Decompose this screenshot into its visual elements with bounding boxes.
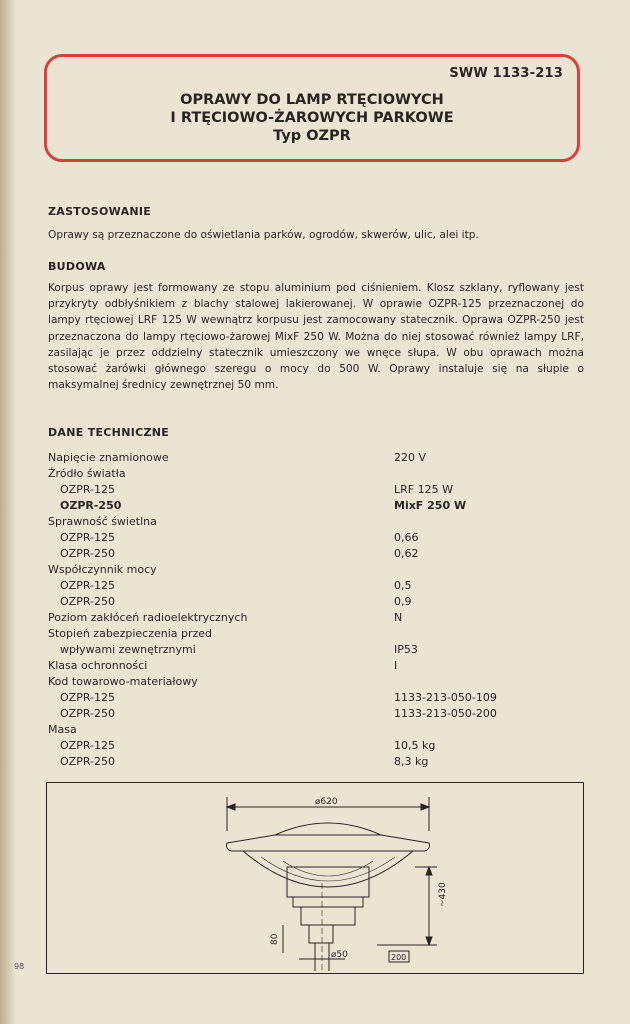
spec-label: OZPR-250: [60, 707, 115, 720]
spec-row: [48, 562, 588, 578]
spec-label: Współczynnik mocy: [48, 563, 157, 576]
spec-row: [48, 706, 588, 722]
dim-width-label: ⌀620: [315, 797, 338, 807]
spec-value: 220 V: [394, 451, 427, 464]
lamp-globe-outline: [243, 851, 413, 887]
dim-base-label: 80: [270, 933, 280, 945]
budowa-text: Korpus oprawy jest formowany ze stopu aluminium pod ciśnieniem. Klosz szklany, ryflowany jest przykryty odbłyśnikiem z blachy stalowej lakierowanej. W oprawie OZPR-125 przeznaczonej do lampy rtęciowej LRF 125 W wewnątrz korpusu jest zamocowany statecznik. Oprawa OZPR-250 jest przeznaczona do lampy rtęciowo-żarowej MixF 250 W. Można do niej stosować również lampy LRF, zasilając je przez oddzielny statecznik umieszczony we wnęce słupa. W obu oprawach można stosować żarówki głównego szeregu o mocy do 500 W. Oprawy instaluje się na słupie o maksymalnej średnicy zewnętrznej 50 mm.: [48, 282, 584, 392]
page-number: 98: [14, 962, 25, 971]
spec-label: OZPR-125: [60, 483, 115, 496]
arrow-down: [426, 937, 432, 945]
technical-drawing: [46, 782, 584, 974]
spec-label: Napięcie znamionowe: [48, 451, 169, 464]
lamp-globe-rib: [283, 861, 373, 876]
spec-label: OZPR-125: [60, 691, 115, 704]
spec-row: [48, 450, 588, 466]
arrow-up: [426, 867, 432, 875]
spec-value: N: [394, 611, 403, 624]
header-box: [44, 54, 580, 162]
spec-label: Masa: [48, 723, 77, 736]
spec-label: OZPR-125: [60, 739, 115, 752]
spec-label: OZPR-250: [60, 595, 115, 608]
lamp-body: [287, 867, 369, 897]
spec-row: [48, 514, 588, 530]
spec-value: 0,9: [394, 595, 412, 608]
spec-value: 0,62: [394, 547, 419, 560]
spec-label: OZPR-125: [60, 531, 115, 544]
spec-row: [48, 754, 588, 770]
spec-label: OZPR-250: [60, 499, 122, 512]
spec-label: Sprawność świetlna: [48, 515, 157, 528]
spec-label: OZPR-250: [60, 755, 115, 768]
spec-row: [48, 690, 588, 706]
zastosowanie-text: Oprawy są przeznaczone do oświetlania parków, ogrodów, skwerów, ulic, alei itp.: [48, 229, 479, 241]
section-heading-budowa: BUDOWA: [48, 260, 106, 273]
spec-row: [48, 610, 588, 626]
spec-row: [48, 674, 588, 690]
spec-row: [48, 578, 588, 594]
spec-value: 10,5 kg: [394, 739, 436, 752]
spec-row: [48, 498, 588, 514]
document-title: [47, 91, 577, 145]
spec-value: IP53: [394, 643, 418, 656]
spec-label: wpływami zewnętrznymi: [60, 643, 196, 656]
lamp-socket: [309, 925, 333, 943]
spec-label: Klasa ochronności: [48, 659, 148, 672]
spec-value: I: [394, 659, 398, 672]
spec-row: [48, 546, 588, 562]
arrow-left: [227, 804, 235, 810]
spec-label: OZPR-250: [60, 547, 115, 560]
spec-value: 1133-213-050-109: [394, 691, 497, 704]
spec-value: MixF 250 W: [394, 499, 467, 512]
dim-pole-label: ⌀50: [331, 950, 348, 960]
spec-label: OZPR-125: [60, 579, 115, 592]
lamp-collar: [293, 897, 363, 907]
standard-code: SWW 1133-213: [449, 66, 563, 81]
spec-row: [48, 466, 588, 482]
spec-row: [48, 642, 588, 658]
section-heading-dane: DANE TECHNICZNE: [48, 426, 170, 439]
spec-label: Stopień zabezpieczenia przed: [48, 627, 213, 640]
lamp-cap-rim: [227, 835, 430, 851]
spec-value: 0,66: [394, 531, 419, 544]
spec-label: Poziom zakłóceń radioelektrycznych: [48, 611, 248, 624]
lamp-globe-rib: [261, 857, 395, 881]
spec-value: 1133-213-050-200: [394, 707, 497, 720]
spec-row: [48, 530, 588, 546]
spec-label: Źródło światła: [48, 467, 126, 480]
lamp-neck: [301, 907, 355, 925]
arrow-right: [421, 804, 429, 810]
dim-box-label: 200: [391, 953, 407, 962]
spec-row: [48, 594, 588, 610]
dim-height-label: ~430: [438, 882, 448, 907]
spec-row: [48, 738, 588, 754]
spec-value: 0,5: [394, 579, 412, 592]
lamp-cap-top: [275, 823, 381, 835]
spec-row: [48, 482, 588, 498]
spec-label: Kod towarowo-materiałowy: [48, 675, 198, 688]
title-line-3: Typ OZPR: [273, 128, 351, 144]
spec-value: 8,3 kg: [394, 755, 429, 768]
title-line-1: OPRAWY DO LAMP RTĘCIOWYCH: [180, 92, 444, 108]
title-line-2: I RTĘCIOWO-ŻAROWYCH PARKOWE: [170, 110, 454, 126]
lamp-drawing: [47, 783, 585, 975]
spec-row: [48, 626, 588, 642]
spec-row: [48, 722, 588, 738]
spec-row: [48, 658, 588, 674]
spec-value: LRF 125 W: [394, 483, 453, 496]
section-heading-zastosowanie: ZASTOSOWANIE: [48, 205, 152, 218]
